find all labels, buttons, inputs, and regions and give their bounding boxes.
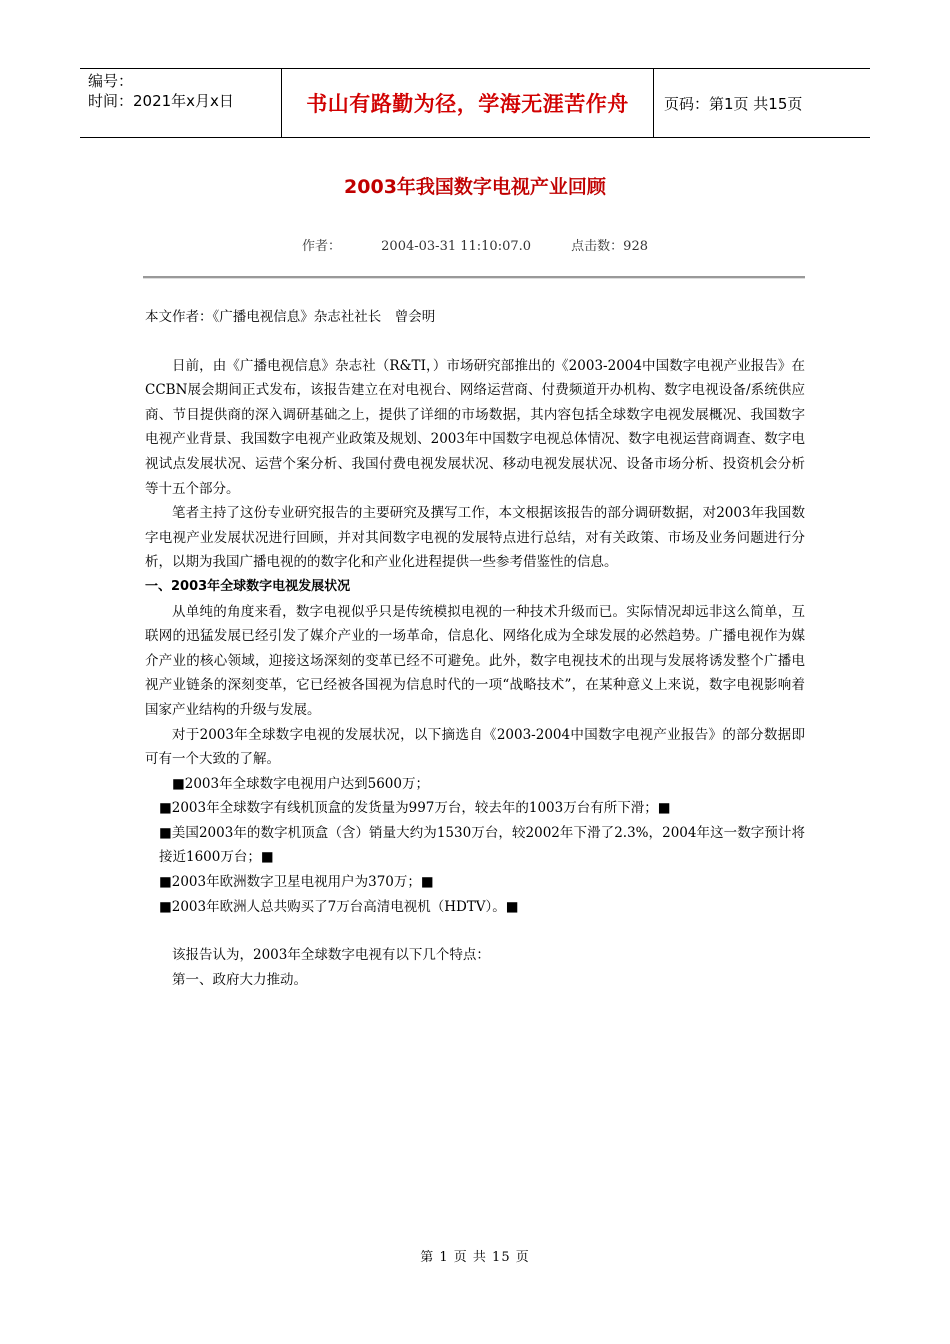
document-header [80,68,870,138]
bullet-item: ■2003年全球数字电视用户达到5600万； [172,775,429,792]
article-body [145,305,805,992]
paragraph-features-intro: 该报告认为，2003年全球数字电视有以下几个特点： [172,947,490,964]
page-footer: 第 1 页 共 15 页 [420,1250,530,1265]
paragraph-overview: 从单纯的角度来看，数字电视似乎只是传统模拟电视的一种技术升级而已。实际情况却远非这么简单，互联网的迅猛发展已经引发了媒介产业的一场革命，信息化、网络化成为全球发展的必然趋势。广播电视作为媒介产业的核心领域，迎接这场深刻的变革已经不可避免。此外，数字电视技术的出现与发展将诱发整个广播电视产业链条的深刻变革，它已经被各国视为信息时代的一项“战略技术”，在某种意义上来说，数字电视影响着国家产业结构的升级与发展。 [145,603,805,718]
number-label: 编号： [88,72,134,90]
paragraph-feature-1: 第一、政府大力推动。 [172,971,307,988]
header-page-info: 页码：第1页 共15页 [664,94,803,113]
paragraph-intro: 日前，由《广播电视信息》杂志社（R&TI，）市场研究部推出的《2003-2004中国数字电视产业报告》在CCBN展会期间正式发布，该报告建立在对电视台、网络运营商、付费频道开办机构、数字电视设备/系统供应商、节目提供商的深入调研基础之上，提供了详细的市场数据，其内容包括全球数字电视发展概况、我国数字电视产业背景、我国数字电视产业政策及规划、2003年中国数字电视总体情况、数字电视运营商调查、数字电视试点发展状况、运营个案分析、我国付费电视发展状况、移动电视发展状况、设备市场分析、投资机会分析等十五个部分。 [145,357,805,497]
bullet-item: ■2003年欧洲人总共购买了7万台高清电视机（HDTV）。■ [159,898,519,915]
section-heading-1: 一、2003年全球数字电视发展状况 [145,578,351,594]
header-left-cell [80,69,282,137]
bullet-item: ■美国2003年的数字机顶盒（含）销量大约为1530万台，较2002年下滑了2.3%，2004年这一数字预计将接近1600万台；■ [159,824,805,866]
article-title: 2003年我国数字电视产业回顾 [344,176,606,198]
click-count: 点击数：928 [571,239,648,254]
paragraph-author-note: 笔者主持了这份专业研究报告的主要研究及撰写工作，本文根据该报告的部分调研数据，对2003年我国数字电视产业发展状况进行回顾，并对其间数字电视的发展特点进行总结，对有关政策、市场及业务问题进行分析，以期为我国广播电视的的数字化和产业化进程提供一些参考借鉴性的信息。 [145,505,805,571]
spacer [145,919,805,943]
bullet-item: ■2003年全球数字有线机顶盒的发货量为997万台，较去年的1003万台有所下滑；■ [159,800,671,817]
header-motto-cell [282,69,654,137]
date-line: 时间：2021年x月x日 [88,92,234,110]
divider [143,276,805,279]
header-motto: 书山有路勤为径，学海无涯苦作舟 [306,92,629,116]
article-meta [0,235,950,254]
author-label: 作者： [302,239,342,254]
publish-datetime: 2004-03-31 11:10:07.0 [381,239,532,254]
paragraph-data-intro: 对于2003年全球数字电视的发展状况，以下摘选自《2003-2004中国数字电视产业报告》的部分数据即可有一个大致的了解。 [145,726,805,768]
byline: 本文作者：《广播电视信息》杂志社社长 曾会明 [145,309,436,325]
bullet-item: ■2003年欧洲数字卫星电视用户为370万；■ [159,874,434,891]
